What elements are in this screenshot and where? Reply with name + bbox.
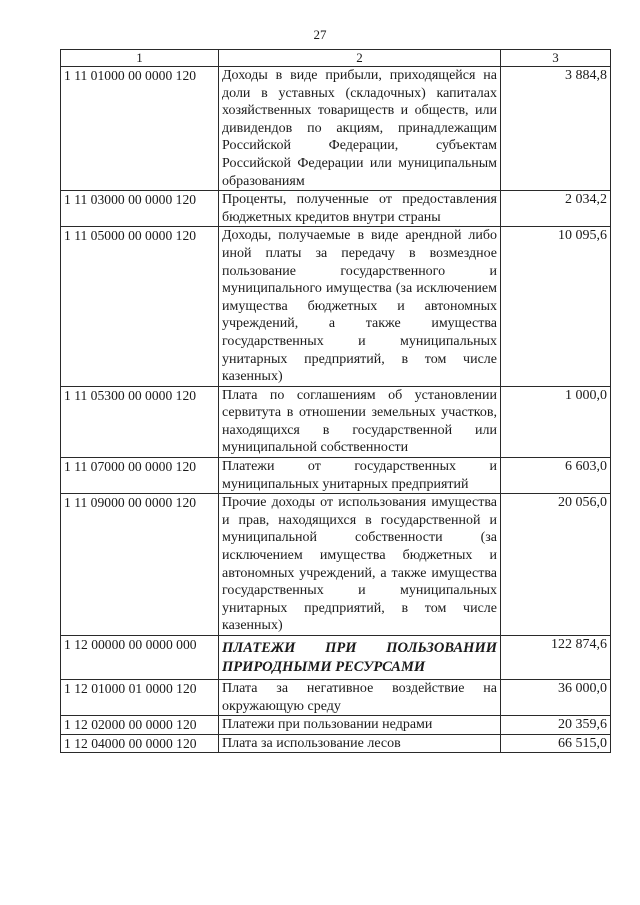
amount-cell: 6 603,0	[501, 458, 611, 494]
amount-cell: 20 056,0	[501, 494, 611, 636]
column-header-amount: 3	[501, 50, 611, 67]
table-row	[61, 191, 611, 227]
amount-cell: 36 000,0	[501, 680, 611, 716]
amount-cell: 20 359,6	[501, 716, 611, 735]
revenue-description-cell: Плата по соглашениям об установлении сервитута в отношении земельных участков, находящихся в государственной или муниципальной собственности	[219, 386, 501, 457]
page-number: 27	[313, 27, 327, 42]
revenue-description-cell: Прочие доходы от использования имущества и прав, находящихся в государственной и муниципальной собственности (за исключением имущества бюджетных и автономных учреждений, а также имущества государственных и муниципальных унитарных предприятий, в том числе казенных)	[219, 494, 501, 636]
budget-code-cell: 1 11 05300 00 0000 120	[61, 386, 219, 457]
budget-code-cell: 1 12 00000 00 0000 000	[61, 636, 219, 680]
revenue-description-cell: Доходы в виде прибыли, приходящейся на доли в уставных (складочных) капиталах хозяйственных товариществ и обществ, или дивидендов по акциям, принадлежащим Российской Федерации, субъектам Российской Федерации или муниципальным образованиям	[219, 67, 501, 191]
table-row	[61, 636, 611, 680]
amount-cell: 10 095,6	[501, 227, 611, 386]
amount-cell: 122 874,6	[501, 636, 611, 680]
budget-code-cell: 1 11 03000 00 0000 120	[61, 191, 219, 227]
revenue-description-cell: Плата за использование лесов	[219, 734, 501, 753]
budget-code-cell: 1 12 02000 00 0000 120	[61, 716, 219, 735]
amount-cell: 2 034,2	[501, 191, 611, 227]
revenue-description-cell: Платежи от государственных и муниципальных унитарных предприятий	[219, 458, 501, 494]
table-row	[61, 734, 611, 753]
table-row	[61, 458, 611, 494]
budget-code-cell: 1 12 04000 00 0000 120	[61, 734, 219, 753]
revenue-description-cell: Платежи при пользовании недрами	[219, 716, 501, 735]
column-header-description: 2	[219, 50, 501, 67]
amount-cell: 3 884,8	[501, 67, 611, 191]
revenue-description-cell: ПЛАТЕЖИ ПРИ ПОЛЬЗОВАНИИ ПРИРОДНЫМИ РЕСУРСАМИ	[219, 636, 501, 680]
table-header-row	[61, 50, 611, 67]
table-row	[61, 716, 611, 735]
budget-code-cell: 1 11 05000 00 0000 120	[61, 227, 219, 386]
table-row	[61, 494, 611, 636]
budget-code-cell: 1 11 01000 00 0000 120	[61, 67, 219, 191]
table-row	[61, 67, 611, 191]
revenue-description-cell: Плата за негативное воздействие на окружающую среду	[219, 680, 501, 716]
table-row	[61, 227, 611, 386]
revenue-description-cell: Доходы, получаемые в виде арендной либо иной платы за передачу в возмездное пользование государственного и муниципального имущества (за исключением имущества бюджетных и автономных учреждений, а также имущества государственных и муниципальных унитарных предприятий, в том числе казенных)	[219, 227, 501, 386]
budget-code-cell: 1 11 09000 00 0000 120	[61, 494, 219, 636]
table-row	[61, 680, 611, 716]
amount-cell: 1 000,0	[501, 386, 611, 457]
amount-cell: 66 515,0	[501, 734, 611, 753]
revenue-description-cell: Проценты, полученные от предоставления бюджетных кредитов внутри страны	[219, 191, 501, 227]
budget-code-cell: 1 12 01000 01 0000 120	[61, 680, 219, 716]
budget-revenue-table	[60, 49, 611, 753]
column-header-code: 1	[61, 50, 219, 67]
budget-code-cell: 1 11 07000 00 0000 120	[61, 458, 219, 494]
table-row	[61, 386, 611, 457]
